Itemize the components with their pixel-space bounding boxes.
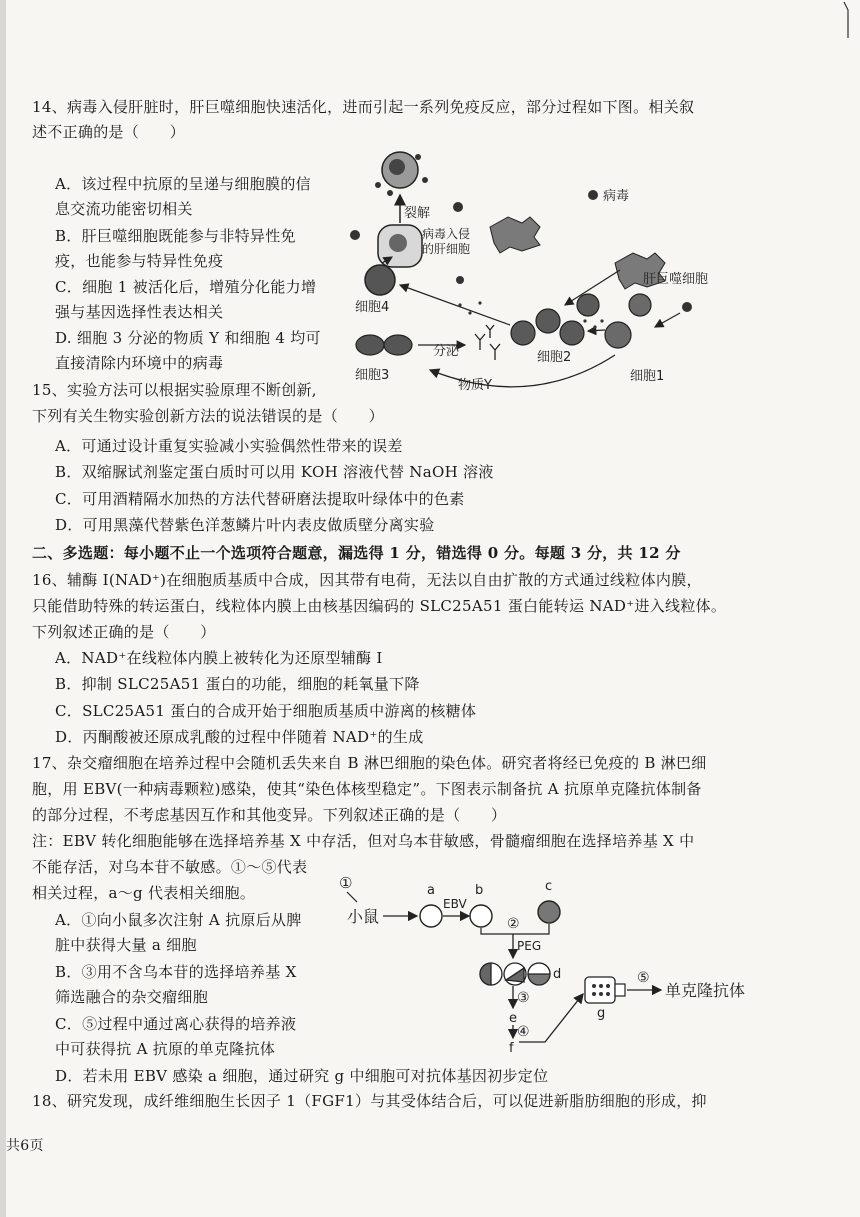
cell-f-label: f [509, 1041, 514, 1056]
q16-option-d: D．丙酮酸被还原成乳酸的过程中伴随着 NAD⁺的生成 [55, 728, 424, 746]
arrow-cell2-to-cell4 [400, 285, 510, 325]
cell-d-label: d [553, 967, 562, 982]
q17-option-a-line2: 脏中获得大量 a 细胞 [55, 936, 197, 954]
q14-option-c-line2: 强与基因选择性表达相关 [55, 303, 224, 321]
q14-option-b-line1: B．肝巨噬细胞既能参与非特异性免 [55, 227, 296, 245]
step2-label: ② [507, 916, 520, 932]
infected-cell-label-line2: 的肝细胞 [422, 242, 471, 256]
q14-option-c-line1: C．细胞 1 被活化后，增殖分化能力增 [55, 278, 317, 296]
cell-a-icon [420, 905, 442, 927]
q16-option-c: C．SLC25A51 蛋白的合成开始于细胞质基质中游离的核糖体 [55, 702, 477, 720]
q17-note-line3: 相关过程，a～g 代表相关细胞。 [32, 884, 256, 902]
fused-cells-icon [480, 963, 550, 985]
cell-c-label: c [545, 879, 553, 894]
q16-option-b: B．抑制 SLC25A51 蛋白的功能，细胞的耗氧量下降 [55, 675, 420, 693]
product-label: 单克隆抗体 [665, 981, 746, 1000]
cell3-label: 细胞3 [355, 368, 390, 383]
peg-label: PEG [517, 939, 542, 953]
q17-option-b-line2: 筛选融合的杂交瘤细胞 [55, 988, 209, 1006]
scan-edge-shadow [0, 0, 6, 1217]
infected-cell-label-line1: 病毒入侵 [422, 227, 471, 241]
ebv-label: EBV [443, 897, 467, 911]
q15-option-a: A．可通过设计重复实验减小实验偶然性带来的误差 [55, 437, 403, 455]
cell4-label: 细胞4 [355, 300, 390, 315]
cell3-icon [356, 335, 412, 355]
q15-option-d: D．可用黑藻代替紫色洋葱鳞片叶内表皮做质壁分离实验 [55, 516, 435, 534]
antibody-icon [475, 325, 500, 360]
q14-option-d-line2: 直接清除内环境中的病毒 [55, 354, 224, 372]
q14-stem-line2: 述不正确的是（ ） [32, 123, 186, 141]
q14-immune-diagram [340, 145, 710, 395]
q17-option-d: D．若未用 EBV 感染 a 细胞，通过研究 g 中细胞可对抗体基因初步定位 [55, 1067, 549, 1085]
infected-liver-cell-icon [378, 225, 422, 267]
q16-option-a: A．NAD⁺在线粒体内膜上被转化为还原型辅酶 I [55, 649, 383, 667]
q15-stem-line2: 下列有关生物实验创新方法的说法错误的是（ ） [32, 407, 384, 425]
q18-stem-line1: 18、研究发现，成纤维细胞生长因子 1（FGF1）与其受体结合后，可以促进新脂肪细胞的形成，抑 [32, 1092, 707, 1110]
arrow-virus-to-cell1 [655, 313, 680, 327]
lysed-cell-icon [375, 152, 428, 196]
macrophage-label: 肝巨噬细胞 [643, 272, 709, 287]
cell2-cluster-icon [511, 294, 599, 345]
q17-option-b-line1: B．③用不含乌本苷的选择培养基 X [55, 963, 297, 981]
q16-stem-line1: 16、辅酶 I(NAD⁺)在细胞质基质中合成，因其带有电荷，无法以自由扩散的方式通过线粒体内膜， [32, 571, 702, 589]
mouse-label: 小鼠 [347, 907, 380, 926]
q17-stem-line2: 胞，用 EBV(一种病毒颗粒)感染，使其“染色体核型稳定”。下图表示制备抗 A 抗原单克隆抗体制备 [32, 780, 702, 798]
virus-label: 病毒 [603, 189, 630, 204]
q17-option-c-line2: 中可获得抗 A 抗原的单克隆抗体 [55, 1040, 276, 1058]
cell-e-label: e [509, 1011, 517, 1026]
step4-label: ④ [517, 1024, 530, 1040]
step5-label: ⑤ [637, 970, 650, 986]
q17-option-c-line1: C．⑤过程中通过离心获得的培养液 [55, 1015, 297, 1033]
culture-flask-icon [585, 977, 625, 1003]
q15-option-b: B．双缩脲试剂鉴定蛋白质时可以用 KOH 溶液代替 NaOH 溶液 [55, 463, 494, 481]
cell-b-icon [470, 905, 492, 927]
cell-c-icon [538, 901, 560, 923]
macrophage-icon [490, 217, 665, 289]
arrow-cell1-to-cell2 [588, 330, 605, 331]
q14-option-d-line1: D. 细胞 3 分泌的物质 Y 和细胞 4 均可 [55, 329, 321, 347]
section2-heading: 二、多选题：每小题不止一个选项符合题意，漏选得 1 分，错选得 0 分。每题 3 分，共 12 分 [32, 544, 681, 562]
q17-antibody-diagram [335, 872, 755, 1062]
q14-stem-line1: 14、病毒入侵肝脏时，肝巨噬细胞快速活化，进而引起一系列免疫反应，部分过程如下图。相关叙 [32, 98, 695, 116]
cell1-label: 细胞1 [630, 369, 665, 384]
substance-y-label: 物质Y [458, 378, 492, 393]
q16-stem-line3: 下列叙述正确的是（ ） [32, 623, 216, 641]
lysis-label: 裂解 [404, 206, 431, 221]
q16-stem-line2: 只能借助特殊的转运蛋白，线粒体内膜上由核基因编码的 SLC25A51 蛋白能转运 NAD⁺进入线粒体。 [32, 597, 727, 615]
q14-option-b-line2: 疫，也能参与特异性免疫 [55, 252, 224, 270]
q17-note-line1: 注：EBV 转化细胞能够在选择培养基 X 中存活，但对乌本苷敏感，骨髓瘤细胞在选择培养基 X 中 [32, 832, 695, 850]
q15-stem-line1: 15、实验方法可以根据实验原理不断创新, [32, 381, 317, 399]
step1-label: ① [339, 874, 353, 892]
cell1-icon [605, 294, 651, 348]
q17-stem-line1: 17、杂交瘤细胞在培养过程中会随机丢失来自 B 淋巴细胞的染色体。研究者将经已免疫的 B 淋巴细 [32, 754, 707, 772]
q14-option-a-line2: 息交流功能密切相关 [55, 200, 193, 218]
cell-b-label: b [475, 883, 484, 898]
scan-corner-mark [842, 0, 854, 40]
q15-option-c: C．可用酒精隔水加热的方法代替研磨法提取叶绿体中的色素 [55, 490, 465, 508]
q17-stem-line3: 的部分过程，不考虑基因互作和其他变异。下列叙述正确的是（ ） [32, 806, 507, 824]
page-footer: 共6页 [6, 1138, 44, 1154]
q17-note-line2: 不能存活，对乌本苷不敏感。①～⑤代表 [32, 858, 308, 876]
secrete-label: 分泌 [433, 344, 460, 359]
cell2-label: 细胞2 [537, 350, 572, 365]
cell4-icon [365, 265, 395, 295]
step1-arrow [347, 892, 357, 902]
step3-label: ③ [517, 990, 530, 1006]
q14-option-a-line1: A．该过程中抗原的呈递与细胞膜的信 [55, 175, 311, 193]
q17-option-a-line1: A．①向小鼠多次注射 A 抗原后从脾 [55, 911, 302, 929]
cell-a-label: a [427, 883, 435, 898]
cell-g-label: g [597, 1006, 606, 1021]
